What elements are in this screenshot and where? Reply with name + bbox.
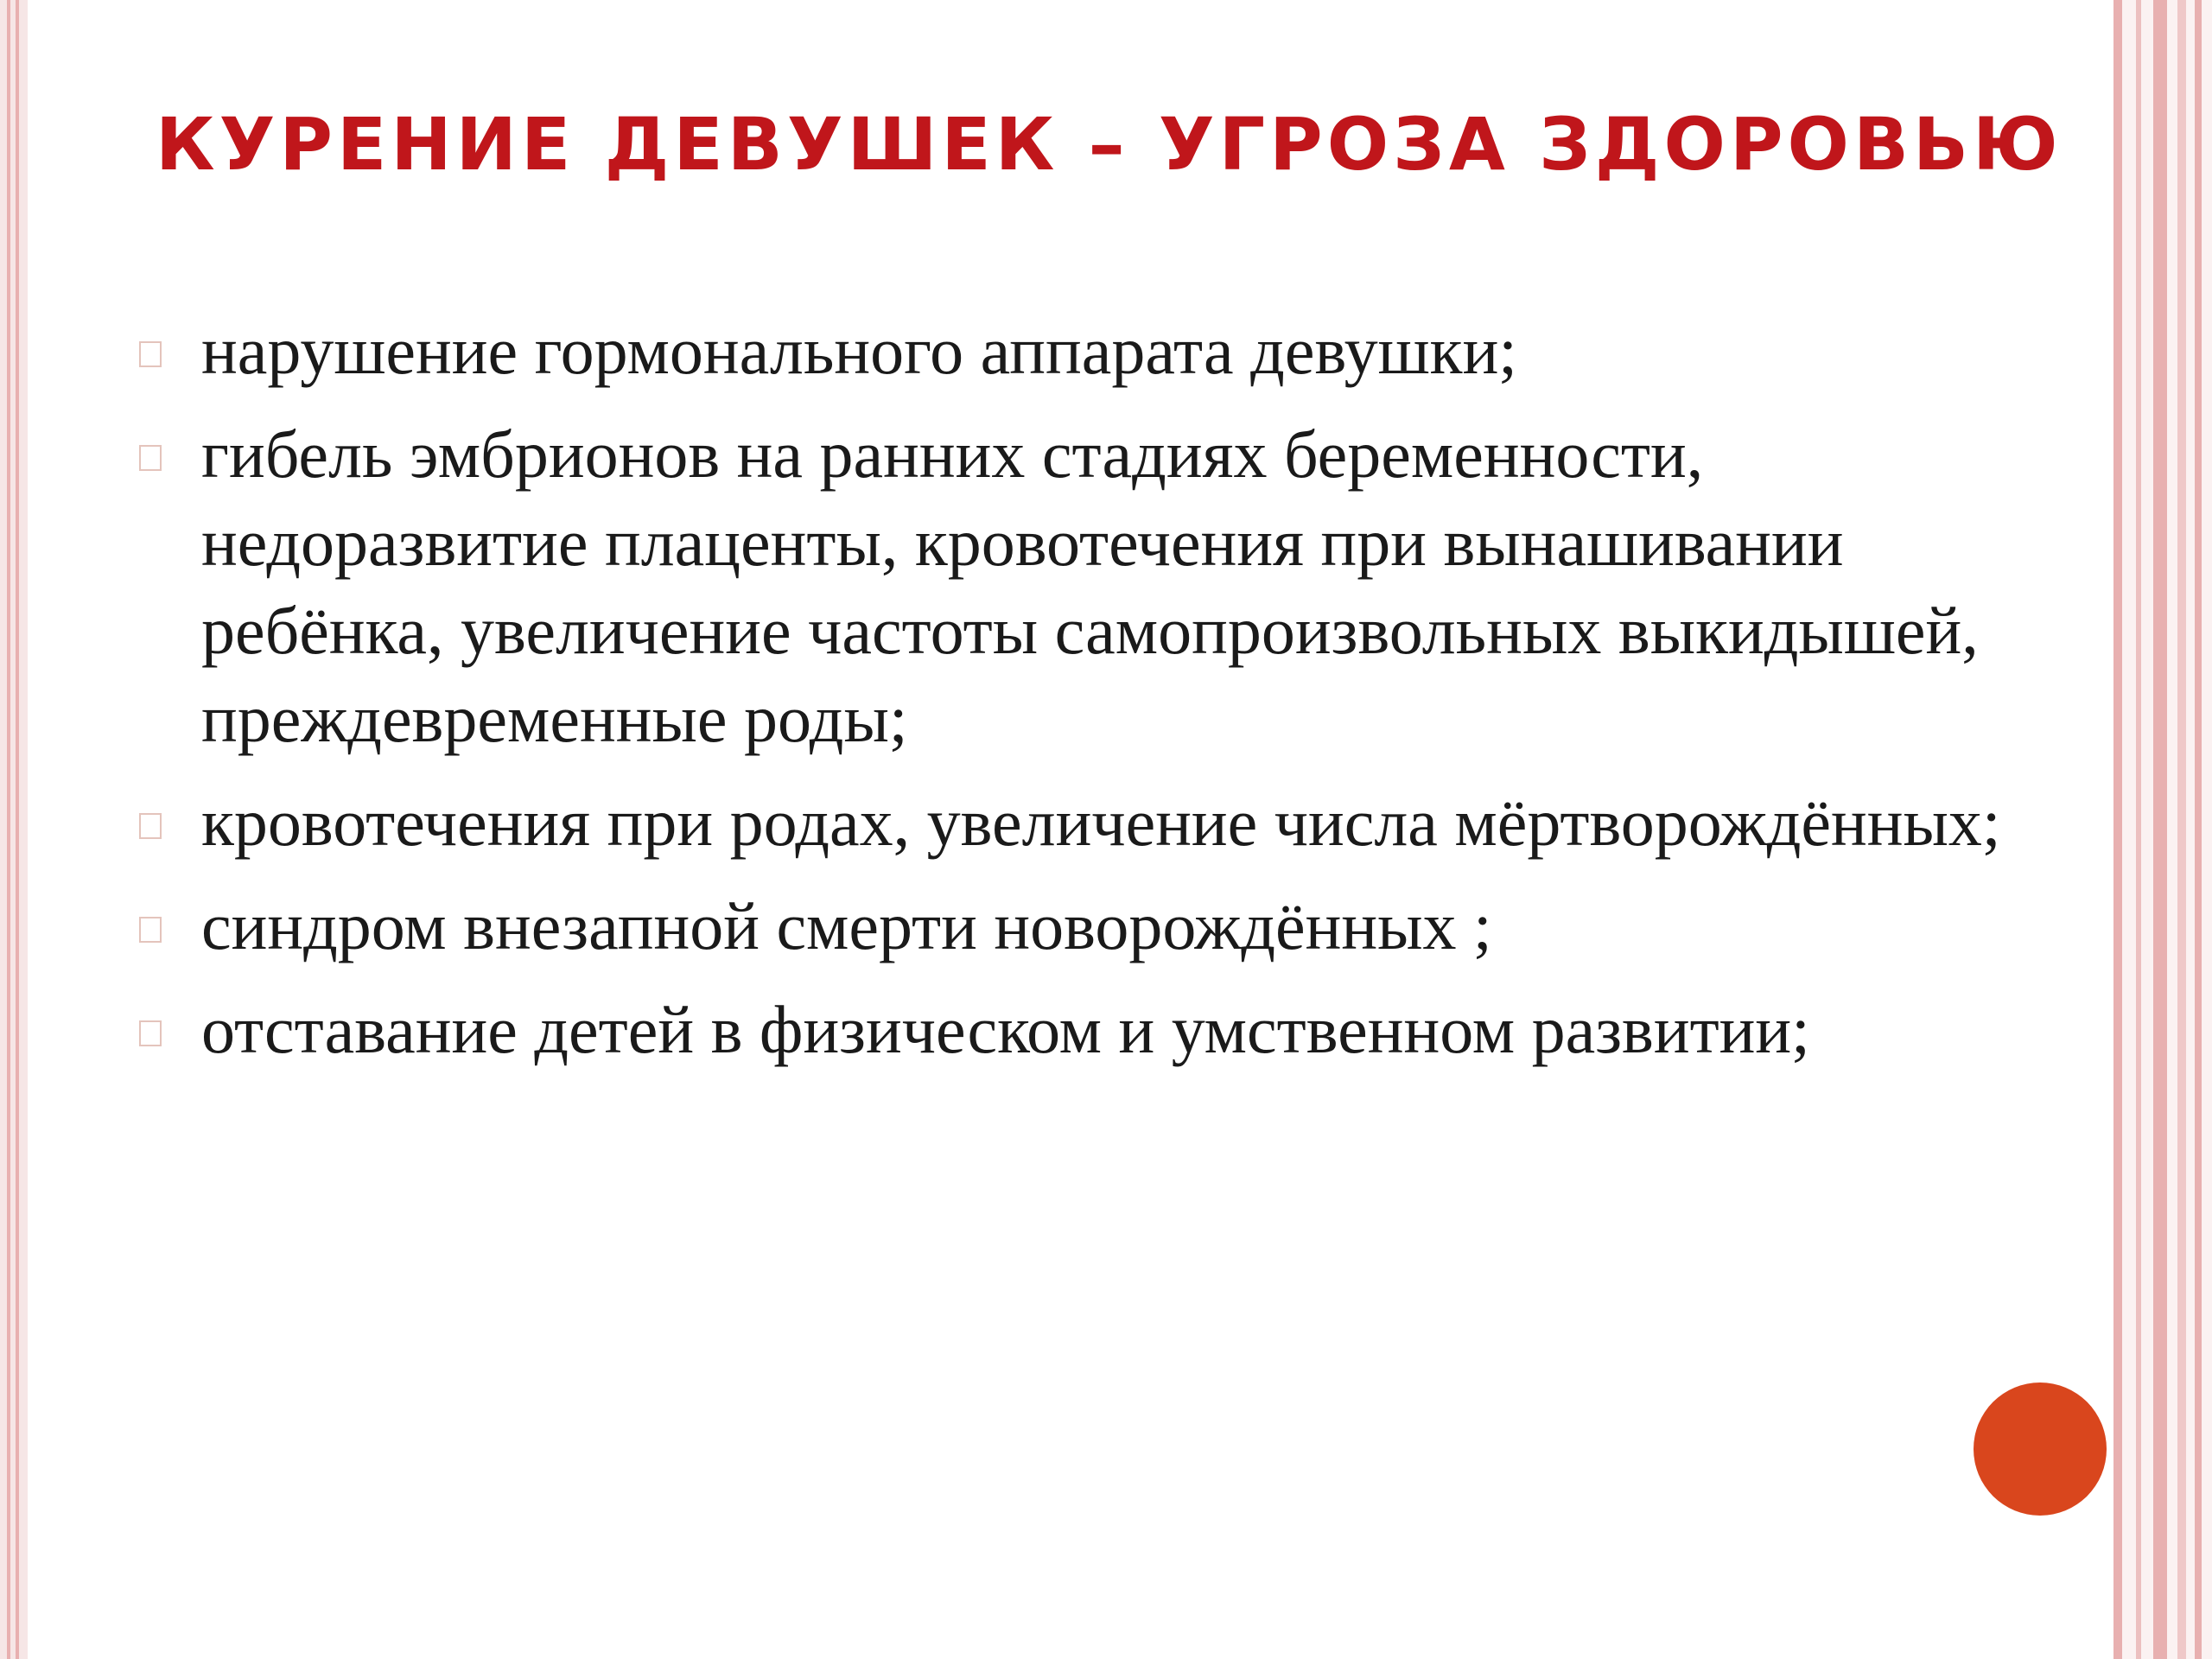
hollow-square-bullet-icon [139, 917, 162, 943]
list-item-text: синдром внезапной смерти новорождённых ; [201, 888, 1492, 963]
slide-title: КУРЕНИЕ ДЕВУШЕК – УГРОЗА ЗДОРОВЬЮ [156, 102, 2063, 187]
right-frame-stripe [2136, 0, 2141, 1659]
list-item-text: кровотечения при родах, увеличение числа мёртворождённых; [201, 785, 2001, 860]
right-frame-stripe [2113, 0, 2122, 1659]
list-item-text: отставание детей в физическом и умственном развитии; [201, 992, 1810, 1067]
list-item-text: гибель эмбрионов на ранних стадиях беременности, недоразвитие плаценты, кровотечения при вынашивании ребёнка, увеличение частоты самопроизвольных выкидышей, преждевременные роды; [201, 416, 1979, 756]
hollow-square-bullet-icon [139, 341, 162, 367]
bullet-list [134, 307, 2035, 1090]
right-frame-stripe [2195, 0, 2202, 1659]
right-frame-border [2113, 0, 2212, 1659]
list-item [134, 986, 2035, 1074]
list-item [134, 307, 2035, 395]
hollow-square-bullet-icon [139, 1020, 162, 1046]
left-frame-stripe [7, 0, 10, 1659]
hollow-square-bullet-icon [139, 445, 162, 471]
list-item-text: нарушение гормонального аппарата девушки; [201, 313, 1517, 388]
list-item [134, 882, 2035, 970]
orange-circle-decoration [1974, 1382, 2107, 1516]
left-frame-border [0, 0, 28, 1659]
list-item [134, 410, 2035, 763]
list-item [134, 779, 2035, 867]
right-frame-stripe [2177, 0, 2186, 1659]
right-frame-stripe [2153, 0, 2167, 1659]
left-frame-stripe [16, 0, 19, 1659]
hollow-square-bullet-icon [139, 813, 162, 839]
